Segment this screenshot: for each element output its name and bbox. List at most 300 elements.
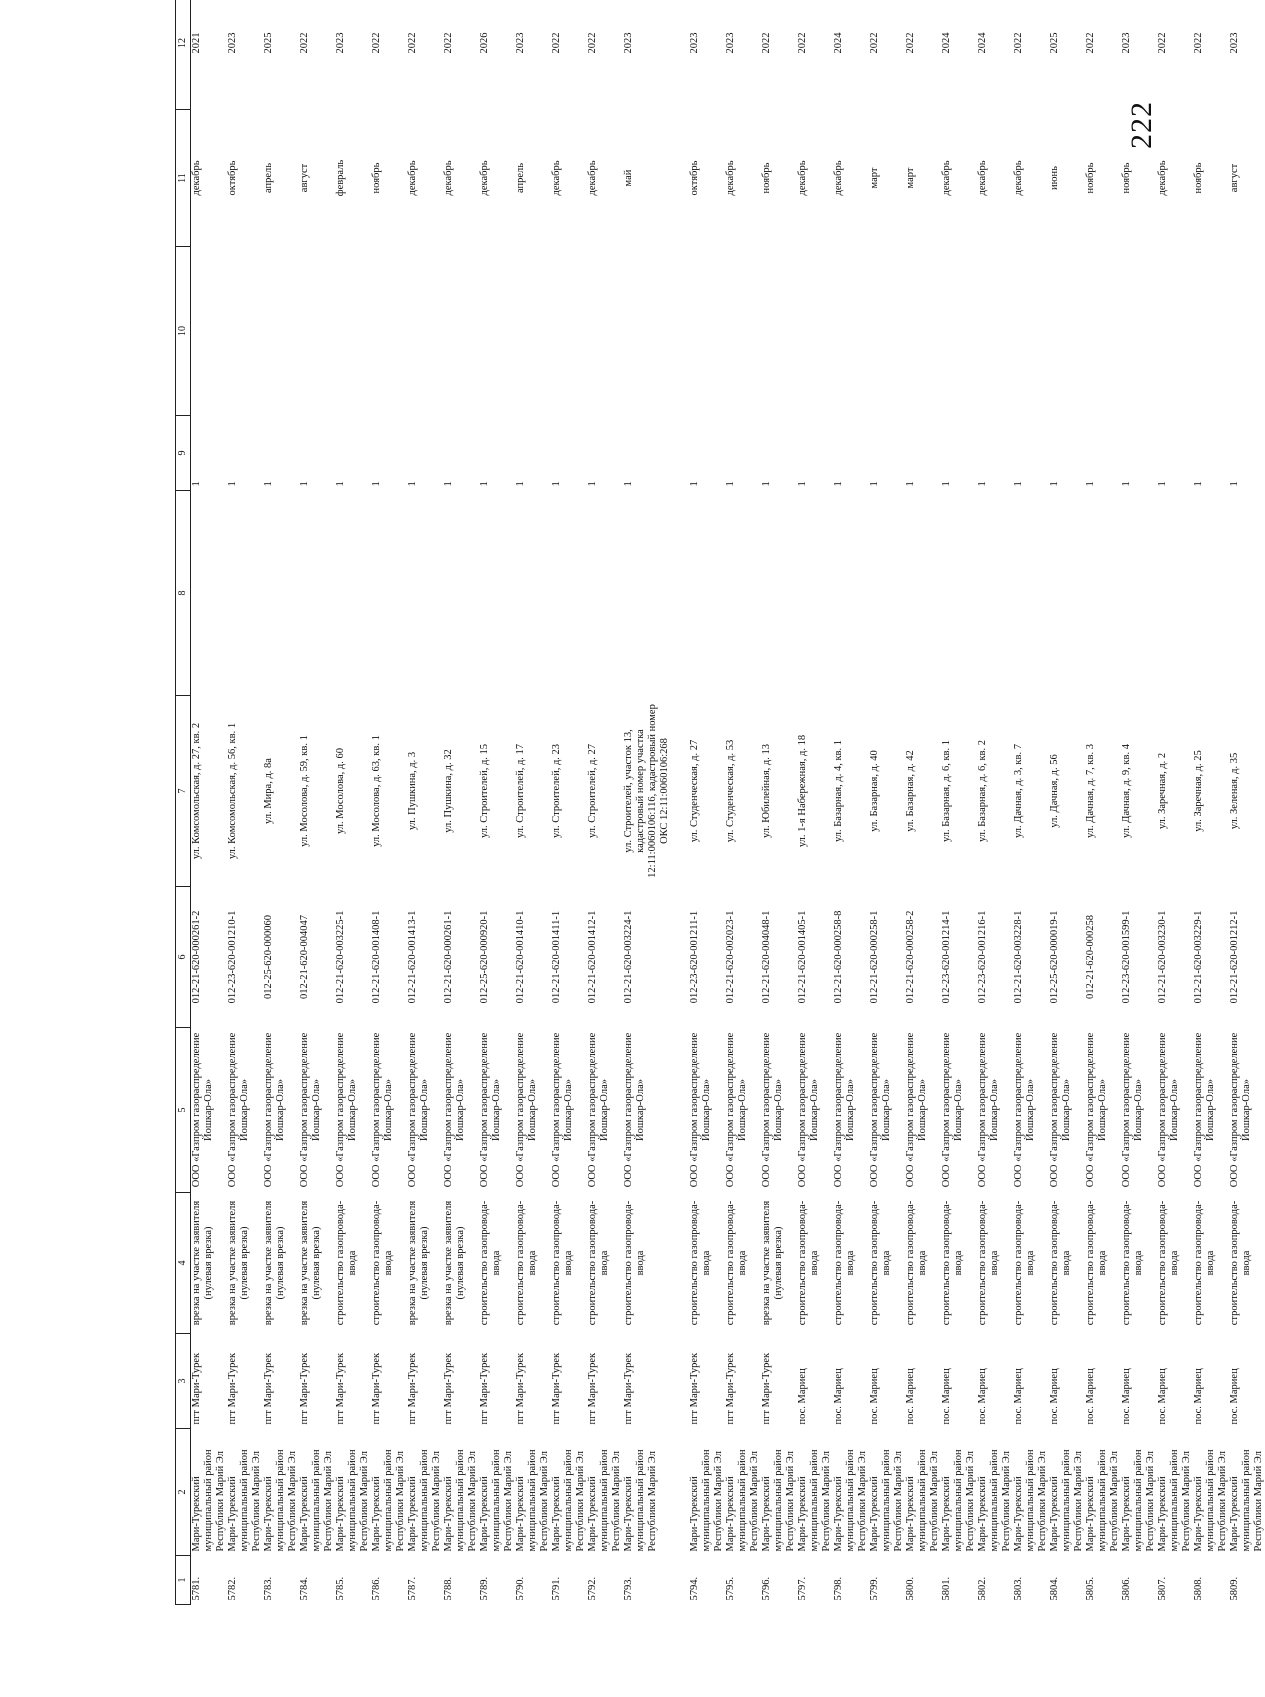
row-number: 5796. (761, 1576, 772, 1601)
work-type-cell: строительство газопровода-ввода (551, 1200, 574, 1326)
district-cell: Мари-Турекский муниципальный район Республики Марий Эл (371, 1449, 406, 1552)
column-8-cell (1229, 491, 1265, 696)
row-number: 5799. (869, 1576, 880, 1601)
district-cell: Мари-Турекский муниципальный район Республики Марий Эл (833, 1449, 868, 1552)
column-10-cell (833, 247, 869, 416)
year-cell: 2022 (905, 32, 916, 54)
column-10-cell (407, 247, 443, 416)
column-8-cell (1193, 491, 1229, 696)
work-type-cell: строительство газопровода-ввода (941, 1200, 964, 1326)
district-cell: Мари-Турекский муниципальный район Республики Марий Эл (479, 1449, 514, 1552)
page-number: 222 (1125, 101, 1158, 149)
application-code-cell: 012-21-620-001413-1 (407, 910, 418, 1004)
table-row (623, 0, 675, 1605)
column-10-cell (371, 247, 407, 416)
work-type-cell: строительство газопровода-ввода (905, 1200, 928, 1326)
locality-cell: пос. Мариец (797, 1368, 808, 1425)
locality-cell: пос. Мариец (1229, 1368, 1240, 1425)
district-cell: Мари-Турекский муниципальный район Республики Марий Эл (443, 1449, 478, 1552)
address-cell: ул. Строителей, д. 17 (515, 743, 526, 839)
district-cell: Мари-Турекский муниципальный район Республики Марий Эл (407, 1449, 442, 1552)
column-8-cell (407, 491, 443, 696)
column-10-cell (1085, 247, 1121, 416)
quantity-cell: 1 (725, 481, 736, 487)
column-8-cell (941, 491, 977, 696)
month-cell: октябрь (227, 160, 238, 196)
organization-cell: ООО «Газпром газораспределение Йошкар-Ола» (905, 1032, 928, 1188)
month-cell: ноябрь (761, 162, 772, 194)
locality-cell: пос. Мариец (1157, 1368, 1168, 1425)
application-code-cell: 012-21-620-003230-1 (1157, 910, 1168, 1004)
row-number: 5781. (191, 1576, 202, 1601)
locality-cell: пгт Мари-Турек (443, 1352, 454, 1425)
work-type-cell: строительство газопровода-ввода (1193, 1200, 1216, 1326)
application-code-cell: 012-21-620-001410-1 (515, 910, 526, 1004)
work-type-cell: строительство газопровода-ввода (797, 1200, 820, 1326)
address-cell: ул. Комсомольская, д. 56, кв. 1 (227, 722, 238, 860)
address-cell: ул. 1-я Набережная, д. 18 (797, 734, 808, 848)
locality-cell: пгт Мари-Турек (725, 1352, 736, 1425)
address-cell: ул. Дачная, д. 7, кв. 3 (1085, 744, 1096, 838)
application-code-cell: 012-23-620-001599-1 (1121, 910, 1132, 1004)
district-cell: Мари-Турекский муниципальный район Республики Марий Эл (941, 1449, 976, 1552)
year-cell: 2022 (1013, 32, 1024, 54)
application-code-cell: 012-25-620-000060 (263, 915, 274, 999)
work-type-cell: строительство газопровода-ввода (587, 1200, 610, 1326)
table-row (725, 0, 761, 1605)
column-8-cell (335, 491, 371, 696)
address-cell: ул. Базарная, д. 4, кв. 1 (833, 739, 844, 843)
address-cell: ул. Дачная, д. 3, кв. 7 (1013, 744, 1024, 838)
month-cell: декабрь (407, 160, 418, 196)
row-number: 5783. (263, 1576, 274, 1601)
column-8-cell (515, 491, 551, 696)
application-code-cell: 012-23-620-001216-1 (977, 910, 988, 1004)
locality-cell: пос. Мариец (1193, 1368, 1204, 1425)
row-number: 5809. (1229, 1576, 1240, 1601)
column-8-cell (587, 491, 623, 696)
year-cell: 2023 (725, 32, 736, 54)
column-8-cell (551, 491, 587, 696)
organization-cell: ООО «Газпром газораспределение Йошкар-Ола» (1193, 1032, 1216, 1188)
table-row (797, 0, 833, 1605)
month-cell: июнь (1049, 166, 1060, 190)
address-cell: ул. Базарная, д. 6, кв. 1 (941, 739, 952, 843)
address-cell: ул. Заречная, д. 25 (1193, 750, 1204, 832)
table-row (263, 0, 299, 1605)
column-10-cell (869, 247, 905, 416)
locality-cell: пос. Мариец (1049, 1368, 1060, 1425)
application-code-cell: 012-21-620-000261-2 (191, 910, 202, 1004)
month-cell: август (299, 163, 310, 193)
year-cell: 2024 (833, 32, 844, 54)
quantity-cell: 1 (515, 481, 526, 487)
column-10-cell (905, 247, 941, 416)
column-10-cell (977, 247, 1013, 416)
application-code-cell: 012-21-620-002023-1 (725, 910, 736, 1004)
organization-cell: ООО «Газпром газораспределение Йошкар-Ола» (443, 1032, 466, 1188)
year-cell: 2022 (371, 32, 382, 54)
quantity-cell: 1 (407, 481, 418, 487)
month-cell: декабрь (443, 160, 454, 196)
work-type-cell: строительство газопровода-ввода (623, 1200, 646, 1326)
quantity-cell: 1 (479, 481, 490, 487)
locality-cell: пгт Мари-Турек (587, 1352, 598, 1425)
work-type-cell: врезка на участке заявителя (нулевая врезка) (407, 1200, 430, 1326)
quantity-cell: 1 (623, 481, 634, 487)
column-header: 7 (176, 696, 191, 887)
district-cell: Мари-Турекский муниципальный район Республики Марий Эл (335, 1449, 370, 1552)
year-cell: 2023 (1121, 32, 1132, 54)
application-code-cell: 012-23-620-001210-1 (227, 910, 238, 1004)
quantity-cell: 1 (689, 481, 700, 487)
address-cell: ул. Юбилейная, д. 13 (761, 744, 772, 839)
month-cell: март (905, 167, 916, 189)
row-number: 5806. (1121, 1576, 1132, 1601)
work-type-cell: строительство газопровода-ввода (335, 1200, 358, 1326)
column-header: 11 (176, 110, 191, 247)
column-10-cell (725, 247, 761, 416)
year-cell: 2022 (761, 32, 772, 54)
organization-cell: ООО «Газпром газораспределение Йошкар-Ола» (689, 1032, 712, 1188)
column-8-cell (1157, 491, 1193, 696)
column-10-cell (587, 247, 623, 416)
year-cell: 2022 (443, 32, 454, 54)
column-8-cell (977, 491, 1013, 696)
row-number: 5802. (977, 1576, 988, 1601)
address-cell: ул. Студенческая, д. 53 (725, 739, 736, 843)
month-cell: декабрь (941, 160, 952, 196)
row-number: 5789. (479, 1576, 490, 1601)
month-cell: декабрь (1013, 160, 1024, 196)
row-number: 5795. (725, 1576, 736, 1601)
quantity-cell: 1 (263, 481, 274, 487)
quantity-cell: 1 (797, 481, 808, 487)
application-code-cell: 012-21-620-001411-1 (551, 910, 562, 1004)
locality-cell: пгт Мари-Турек (263, 1352, 274, 1425)
quantity-cell: 1 (1193, 481, 1204, 487)
organization-cell: ООО «Газпром газораспределение Йошкар-Ола» (797, 1032, 820, 1188)
row-number: 5803. (1013, 1576, 1024, 1601)
column-10-cell (623, 247, 675, 416)
table-row (1157, 0, 1193, 1605)
district-cell: Мари-Турекский муниципальный район Республики Марий Эл (869, 1449, 904, 1552)
locality-cell: пгт Мари-Турек (689, 1352, 700, 1425)
table-row (1229, 0, 1265, 1605)
application-code-cell: 012-21-620-003224-1 (623, 910, 634, 1004)
work-type-cell: строительство газопровода-ввода (977, 1200, 1000, 1326)
column-10-cell (299, 247, 335, 416)
column-8-cell (443, 491, 479, 696)
organization-cell: ООО «Газпром газораспределение Йошкар-Ола» (335, 1032, 358, 1188)
application-code-cell: 012-25-620-000019-1 (1049, 910, 1060, 1004)
column-header: 1 (176, 1556, 191, 1605)
application-code-cell: 012-21-620-000261-1 (443, 910, 454, 1004)
locality-cell: пос. Мариец (869, 1368, 880, 1425)
district-cell: Мари-Турекский муниципальный район Республики Марий Эл (725, 1449, 760, 1552)
locality-cell: пос. Мариец (1121, 1368, 1132, 1425)
year-cell: 2024 (941, 32, 952, 54)
locality-cell: пгт Мари-Турек (623, 1352, 634, 1425)
column-10-cell (1157, 247, 1193, 416)
work-type-cell: строительство газопровода-ввода (1085, 1200, 1108, 1326)
group-spacer-row (675, 0, 689, 1605)
row-number: 5788. (443, 1576, 454, 1601)
table-row (1121, 0, 1157, 1605)
column-10-cell (1121, 247, 1157, 416)
year-cell: 2022 (797, 32, 808, 54)
table-row (551, 0, 587, 1605)
application-code-cell: 012-21-620-001412-1 (587, 910, 598, 1004)
table-row (443, 0, 479, 1605)
quantity-cell: 1 (1121, 481, 1132, 487)
row-number: 5787. (407, 1576, 418, 1601)
column-8-cell (689, 491, 725, 696)
locality-cell: пгт Мари-Турек (191, 1352, 202, 1425)
column-10-cell (761, 247, 797, 416)
application-code-cell: 012-21-620-003229-1 (1193, 910, 1204, 1004)
column-header: 5 (176, 1028, 191, 1193)
table-row (299, 0, 335, 1605)
table-row (1085, 0, 1121, 1605)
row-number: 5805. (1085, 1576, 1096, 1601)
year-cell: 2022 (1085, 32, 1096, 54)
quantity-cell: 1 (227, 481, 238, 487)
row-number: 5790. (515, 1576, 526, 1601)
quantity-cell: 1 (833, 481, 844, 487)
month-cell: апрель (515, 162, 526, 194)
organization-cell: ООО «Газпром газораспределение Йошкар-Ола» (479, 1032, 502, 1188)
month-cell: декабрь (551, 160, 562, 196)
quantity-cell: 1 (761, 481, 772, 487)
row-number: 5791. (551, 1576, 562, 1601)
table-row (335, 0, 371, 1605)
year-cell: 2026 (479, 32, 490, 54)
table-row (977, 0, 1013, 1605)
month-cell: декабрь (725, 160, 736, 196)
address-cell: ул. Зеленая, д. 35 (1229, 752, 1240, 830)
locality-cell: пгт Мари-Турек (551, 1352, 562, 1425)
table-row (371, 0, 407, 1605)
address-cell: ул. Мосолова, д. 60 (335, 748, 346, 834)
row-number: 5782. (227, 1576, 238, 1601)
column-header: 10 (176, 247, 191, 416)
table-row (905, 0, 941, 1605)
quantity-cell: 1 (299, 481, 310, 487)
column-10-cell (941, 247, 977, 416)
year-cell: 2021 (191, 32, 202, 54)
column-8-cell (1085, 491, 1121, 696)
row-number: 5807. (1157, 1576, 1168, 1601)
year-cell: 2022 (299, 32, 310, 54)
column-10-cell (479, 247, 515, 416)
row-number: 5800. (905, 1576, 916, 1601)
column-10-cell (191, 247, 228, 416)
table-row (941, 0, 977, 1605)
column-10-cell (797, 247, 833, 416)
column-header: 4 (176, 1193, 191, 1334)
month-cell: февраль (335, 159, 346, 197)
locality-cell: пгт Мари-Турек (227, 1352, 238, 1425)
district-cell: Мари-Турекский муниципальный район Республики Марий Эл (623, 1449, 658, 1552)
address-cell: ул. Мира, д. 8а (263, 758, 274, 824)
work-type-cell: врезка на участке заявителя (нулевая врезка) (299, 1200, 322, 1326)
application-code-cell: 012-23-620-001211-1 (689, 910, 700, 1004)
month-cell: октябрь (689, 160, 700, 196)
application-code-cell: 012-21-620-000258-1 (869, 910, 880, 1004)
month-cell: декабрь (191, 160, 202, 196)
year-cell: 2025 (263, 32, 274, 54)
column-8-cell (833, 491, 869, 696)
locality-cell: пос. Мариец (1085, 1368, 1096, 1425)
organization-cell: ООО «Газпром газораспределение Йошкар-Ола» (941, 1032, 964, 1188)
work-type-cell: строительство газопровода-ввода (869, 1200, 892, 1326)
month-cell: март (869, 167, 880, 189)
district-cell: Мари-Турекский муниципальный район Республики Марий Эл (515, 1449, 550, 1552)
table-row (689, 0, 725, 1605)
district-cell: Мари-Турекский муниципальный район Республики Марий Эл (551, 1449, 586, 1552)
month-cell: ноябрь (1193, 162, 1204, 194)
column-header: 2 (176, 1429, 191, 1556)
row-number: 5786. (371, 1576, 382, 1601)
month-cell: ноябрь (1085, 162, 1096, 194)
year-cell: 2025 (1049, 32, 1060, 54)
year-cell: 2023 (515, 32, 526, 54)
row-number: 5798. (833, 1576, 844, 1601)
month-cell: декабрь (1157, 160, 1168, 196)
organization-cell: ООО «Газпром газораспределение Йошкар-Ола» (1049, 1032, 1072, 1188)
locality-cell: пгт Мари-Турек (515, 1352, 526, 1425)
quantity-cell: 1 (335, 481, 346, 487)
district-cell: Мари-Турекский муниципальный район Республики Марий Эл (1193, 1449, 1228, 1552)
locality-cell: пос. Мариец (833, 1368, 844, 1425)
organization-cell: ООО «Газпром газораспределение Йошкар-Ола» (407, 1032, 430, 1188)
organization-cell: ООО «Газпром газораспределение Йошкар-Ола» (263, 1032, 286, 1188)
application-code-cell: 012-21-620-004048-1 (761, 910, 772, 1004)
district-cell: Мари-Турекский муниципальный район Республики Марий Эл (797, 1449, 832, 1552)
column-10-cell (1013, 247, 1049, 416)
row-number: 5801. (941, 1576, 952, 1601)
work-type-cell: строительство газопровода-ввода (479, 1200, 502, 1326)
district-cell: Мари-Турекский муниципальный район Республики Марий Эл (587, 1449, 622, 1552)
column-header: 12 (176, 0, 191, 110)
work-type-cell: врезка на участке заявителя (нулевая врезка) (263, 1200, 286, 1326)
organization-cell: ООО «Газпром газораспределение Йошкар-Ола» (299, 1032, 322, 1188)
year-cell: 2023 (335, 32, 346, 54)
organization-cell: ООО «Газпром газораспределение Йошкар-Ола» (1013, 1032, 1036, 1188)
locality-cell: пос. Мариец (1013, 1368, 1024, 1425)
row-number: 5784. (299, 1576, 310, 1601)
address-cell: ул. Базарная, д. 6, кв. 2 (977, 739, 988, 843)
row-number: 5794. (689, 1576, 700, 1601)
row-number: 5792. (587, 1576, 598, 1601)
district-cell: Мари-Турекский муниципальный район Республики Марий Эл (227, 1449, 262, 1552)
work-type-cell: строительство газопровода-ввода (1013, 1200, 1036, 1326)
quantity-cell: 1 (443, 481, 454, 487)
locality-cell: пгт Мари-Турек (407, 1352, 418, 1425)
table-row (407, 0, 443, 1605)
address-cell: ул. Мосолова, д. 59, кв. 1 (299, 735, 310, 847)
month-cell: ноябрь (371, 162, 382, 194)
table-row (833, 0, 869, 1605)
application-code-cell: 012-21-620-001405-1 (797, 910, 808, 1004)
quantity-cell: 1 (191, 481, 202, 487)
organization-cell: ООО «Газпром газораспределение Йошкар-Ола» (725, 1032, 748, 1188)
column-10-cell (1229, 247, 1265, 416)
column-10-cell (263, 247, 299, 416)
application-code-cell: 012-21-620-001408-1 (371, 910, 382, 1004)
column-8-cell (191, 491, 228, 696)
year-cell: 2022 (407, 32, 418, 54)
locality-cell: пгт Мари-Турек (335, 1352, 346, 1425)
gas-connection-table (175, 0, 1265, 1605)
work-type-cell: врезка на участке заявителя (нулевая врезка) (227, 1200, 250, 1326)
organization-cell: ООО «Газпром газораспределение Йошкар-Ола» (1157, 1032, 1180, 1188)
row-number: 5808. (1193, 1576, 1204, 1601)
address-cell: ул. Мосолова, д. 63, кв. 1 (371, 735, 382, 847)
column-8-cell (623, 491, 675, 696)
column-8-cell (905, 491, 941, 696)
month-cell: декабрь (833, 160, 844, 196)
work-type-cell: строительство газопровода-ввода (1229, 1200, 1252, 1326)
column-8-cell (869, 491, 905, 696)
work-type-cell: строительство газопровода-ввода (1157, 1200, 1180, 1326)
year-cell: 2022 (1193, 32, 1204, 54)
table-body (191, 0, 1265, 1605)
column-header: 3 (176, 1334, 191, 1429)
column-8-cell (725, 491, 761, 696)
address-cell: ул. Базарная, д. 40 (869, 750, 880, 832)
table-row (761, 0, 797, 1605)
work-type-cell: врезка на участке заявителя (нулевая врезка) (443, 1200, 466, 1326)
address-cell: ул. Строителей, д. 23 (551, 743, 562, 839)
address-cell: ул. Комсомольская, д. 27, кв. 2 (191, 722, 202, 860)
work-type-cell: врезка на участке заявителя (нулевая врезка) (761, 1200, 784, 1326)
year-cell: 2022 (551, 32, 562, 54)
table-row (191, 0, 228, 1605)
column-8-cell (263, 491, 299, 696)
quantity-cell: 1 (869, 481, 880, 487)
table-row (869, 0, 905, 1605)
month-cell: декабрь (797, 160, 808, 196)
month-cell: декабрь (587, 160, 598, 196)
column-10-cell (227, 247, 263, 416)
quantity-cell: 1 (1157, 481, 1168, 487)
month-cell: ноябрь (1121, 162, 1132, 194)
quantity-cell: 1 (977, 481, 988, 487)
quantity-cell: 1 (1049, 481, 1060, 487)
address-cell: ул. Строителей, д. 15 (479, 743, 490, 839)
district-cell: Мари-Турекский муниципальный район Республики Марий Эл (1085, 1449, 1120, 1552)
work-type-cell: строительство газопровода-ввода (833, 1200, 856, 1326)
application-code-cell: 012-21-620-000258 (1085, 915, 1096, 999)
district-cell: Мари-Турекский муниципальный район Республики Марий Эл (1229, 1449, 1264, 1552)
organization-cell: ООО «Газпром газораспределение Йошкар-Ола» (1085, 1032, 1108, 1188)
work-type-cell: строительство газопровода-ввода (689, 1200, 712, 1326)
month-cell: декабрь (977, 160, 988, 196)
row-number: 5793. (623, 1576, 634, 1601)
organization-cell: ООО «Газпром газораспределение Йошкар-Ола» (227, 1032, 250, 1188)
quantity-cell: 1 (905, 481, 916, 487)
year-cell: 2022 (1157, 32, 1168, 54)
locality-cell: пгт Мари-Турек (371, 1352, 382, 1425)
organization-cell: ООО «Газпром газораспределение Йошкар-Ола» (587, 1032, 610, 1188)
locality-cell: пгт Мари-Турек (761, 1352, 772, 1425)
quantity-cell: 1 (1229, 481, 1240, 487)
application-code-cell: 012-21-620-003228-1 (1013, 910, 1024, 1004)
year-cell: 2023 (689, 32, 700, 54)
year-cell: 2022 (587, 32, 598, 54)
